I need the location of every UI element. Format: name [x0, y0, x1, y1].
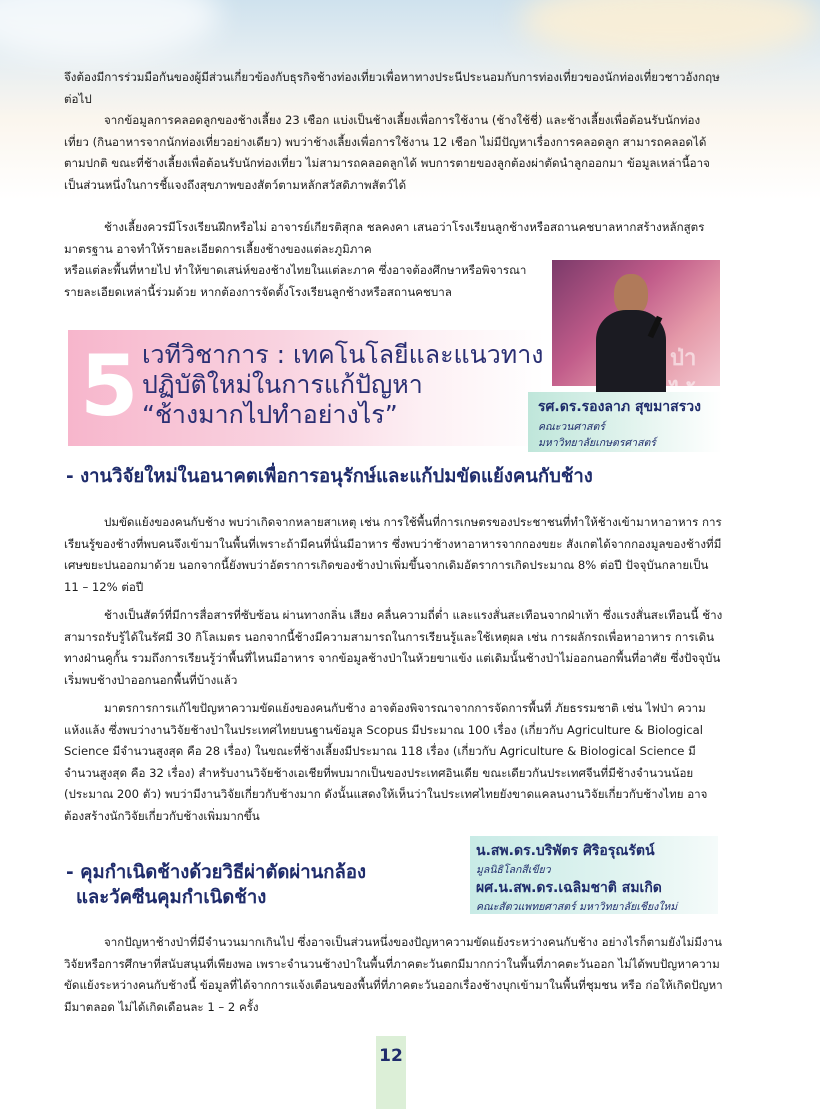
- photo-background-text: ป่า: [670, 346, 697, 371]
- heading2-line2: และวัคซีนคุมกำเนิดช้าง: [76, 887, 267, 908]
- section-heading-research: - งานวิจัยใหม่ในอนาคตเพื่อการอนุรักษ์และแก้ปมขัดแย้งคนกับช้าง: [66, 466, 593, 487]
- section-title-line3: “ช้างมากไปทำอย่างไร”: [142, 400, 398, 429]
- section-title-line2: ปฏิบัติใหม่ในการแก้ปัญหา: [142, 370, 423, 399]
- intro-paragraph-2b: หรือแต่ละพื้นที่หายไป ทำให้ขาดเสน่ห์ของช้างไทยในแต่ละภาค ซึ่งอาจต้องศึกษาหรือพิจารณารายละเอียดเหล่านี้ร่วมด้วย หากต้องการจัดตั้งโรงเรียนลูกช้างหรือสถานคชบาล: [64, 263, 527, 299]
- speaker-name: รศ.ดร.รองลาภ สุขมาสรวง: [538, 399, 701, 415]
- heading2-line1: - คุมกำเนิดช้างด้วยวิธีผ่าตัดผ่านกล้อง: [66, 862, 366, 883]
- author2-org: คณะสัตวแพทยศาสตร์ มหาวิทยาลัยเชียงใหม่: [476, 901, 678, 913]
- intro-paragraph-1: จากข้อมูลการคลอดลูกของช้างเลี้ยง 23 เชือก แบ่งเป็นช้างเลี้ยงเพื่อการใช้งาน (ช้างใช้ชี่) และช้างเลี้ยงเพื่อต้อนรับนักท่องเที่ยว (กินอาหารจากนักท่องเที่ยวอย่างเดียว) พบว่าช้างเลี้ยงเพื่อการใช้งาน 12 เชือก ไม่มีปัญหาเรื่องการคลอดลูก สามารถคลอดได้ตามปกติ ขณะที่ช้างเลี้ยงเพื่อต้อนรับนักท่องเที่ยว ไม่สามารถคลอดลูกได้ พบการตายของลูกต้องผ่าตัดนำลูกออกมา ข้อมูลเหล่านี้อาจเป็นส่วนหนึ่งในการชี้แจงถึงสุขภาพของสัตว์ตามหลักสวัสดิภาพสัตว์ได้: [64, 113, 710, 192]
- speaker-photo: [552, 260, 720, 386]
- page-number: 12: [379, 1046, 403, 1066]
- speaker-university: มหาวิทยาลัยเกษตรศาสตร์: [538, 437, 656, 449]
- body2-paragraph-1: จากปัญหาช้างป่าที่มีจำนวนมากเกินไป ซึ่งอาจเป็นส่วนหนึ่งของปัญหาความขัดแย้งระหว่างคนกับช้าง อย่างไรก็ตามยังไม่มีงานวิจัยหรือการศึกษาที่สนับสนุนที่เพียงพอ เพราะจำนวนช้างป่าในพื้นที่ภาคตะวันตกมีมากกว่าในพื้นที่ภาคตะวันออก ไม่ได้พบปัญหาความขัดแย้งระหว่างคนกับช้างนี้ ข้อมูลที่ได้จากการแจ้งเตือนของพื้นที่ที่ภาคตะวันออกเรื่องช้างบุกเข้ามาในพื้นที่ชุมชน หรือ ก่อให้เกิดปัญหา มีมาตลอด ไม่ได้เกิดเดือนละ 1 – 2 ครั้ง: [64, 935, 723, 1014]
- intro-paragraph-2a: ช้างเลี้ยงควรมีโรงเรียนฝึกหรือไม่ อาจารย์เกียรติสุกล ชลคงคา เสนอว่าโรงเรียนลูกช้างหรือสถานคชบาลหากสร้างหลักสูตรมาตรฐาน อาจทำให้รายละเอียดการเลี้ยงช้างของแต่ละภูมิภาค: [64, 220, 705, 256]
- speaker-faculty: คณะวนศาสตร์: [538, 421, 605, 433]
- section-title-line1: เวทีวิชาการ : เทคโนโลยีและแนวทาง: [142, 340, 544, 369]
- body1-paragraph-2: ช้างเป็นสัตว์ที่มีการสื่อสารที่ซับซ้อน ผ่านทางกลิ่น เสียง คลื่นความถี่ต่ำ และแรงสั่นสะเทือนจากฝ่าเท้า ซึ่งแรงสั่นสะเทือนนี้ ช้างสามารถรับรู้ได้ในรัศมี 30 กิโลเมตร นอกจากนี้ช้างมีความสามารถในการเรียนรู้และใช้เหตุผล เช่น การผลักรถเพื่อหาอาหาร การเดินทางฝ่านคูกั้น รวมถึงการเรียนรู้ว่าพื้นที่ไหนมีอาหาร จากข้อมูลช้างป่าในห้วยขาแข้ง แต่เดิมนั้นช้างป่าไม่ออกนอกพื้นที่อาศัย ซึ่งปัจจุบันเริ่มพบช้างป่าออกนอกพื้นที่บ้างแล้ว: [64, 608, 723, 687]
- author1-name: น.สพ.ดร.บริพัตร ศิริอรุณรัตน์: [476, 843, 655, 859]
- author2-name: ผศ.น.สพ.ดร.เฉลิมชาติ สมเกิด: [476, 880, 662, 896]
- author1-org: มูลนิธิโลกสีเขียว: [476, 864, 551, 876]
- sky-cloud-left: [0, 0, 220, 60]
- sky-cloud-right: [520, 0, 820, 60]
- section-title: [142, 340, 544, 430]
- body1-paragraph-1: ปมขัดแย้งของคนกับช้าง พบว่าเกิดจากหลายสาเหตุ เช่น การใช้พื้นที่การเกษตรของประชาชนที่ทำให้ช้างเข้ามาหาอาหาร การเรียนรู้ของช้างที่พบคนจึงเข้ามาในพื้นที่เพราะถ้ามีคนที่นั่นมีอาหาร ซึ่งพบว่าช้างหาอาหารจากกองขยะ สังเกตได้จากกองมูลของช้างที่มีเศษขยะปนออกมาด้วย นอกจากนี้ยังพบว่าอัตราการเกิดของช้างป่าเพิ่มขึ้นจากเดิมอัตราการเกิดประมาณ 8% ต่อปี ปัจจุบันกลายเป็น 11 – 12% ต่อปี: [64, 515, 722, 594]
- body1-paragraph-3: มาตรการการแก้ไขปัญหาความขัดแย้งของคนกับช้าง อาจต้องพิจารณาจากการจัดการพื้นที่ ภัยธรรมชาติ เช่น ไฟป่า ความแห้งแล้ง ซึ่งพบว่างานวิจัยช้างป่าในประเทศไทยบนฐานข้อมูล Scopus มีประมาณ 100 เรื่อง (เกี่ยวกับ Agriculture & Biological Science มีจำนวนสูงสุด คือ 28 เรื่อง) ในขณะที่ช้างเลี้ยงมีประมาณ 118 เรื่อง (เกี่ยวกับ Agriculture & Biological Science มีจำนวนสูงสุด คือ 32 เรื่อง) สำหรับงานวิจัยช้างเอเชียที่พบมากเป็นของประเทศอินเดีย ขณะเดียวกันประเทศจีนที่มีช้างจำนวนน้อย (ประมาณ 200 ตัว) พบว่ามีงานวิจัยเกี่ยวกับช้างมาก ดังนั้นแสดงให้เห็นว่าในประเทศไทยยังขาดแคลนงานวิจัยเกี่ยวกับช้างไทย อาจต้องสร้างนักวิจัยเกี่ยวกับช้างเพิ่มมากขึ้น: [64, 701, 708, 823]
- section-heading-contraception: [66, 860, 366, 910]
- section-number: 5: [80, 337, 139, 435]
- intro-paragraph-0: จึงต้องมีการร่วมมือกันของผู้มีส่วนเกี่ยวข้องกับธุรกิจช้างท่องเที่ยวเพื่อหาทางประนีประนอมกับการท่องเที่ยวของนักท่องเที่ยวชาวอังกฤษต่อไป: [64, 70, 720, 106]
